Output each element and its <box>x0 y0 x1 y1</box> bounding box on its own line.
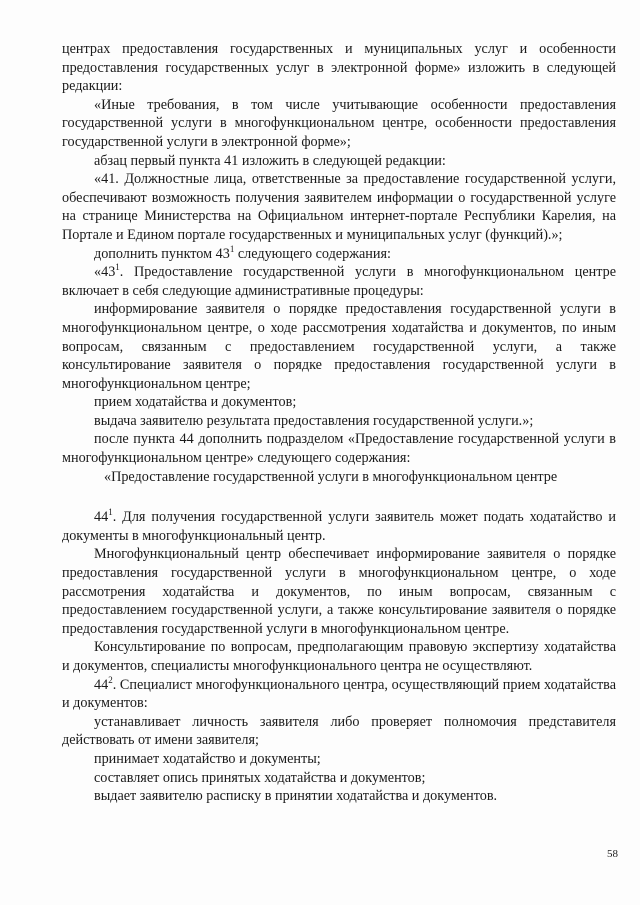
paragraph <box>62 676 616 713</box>
paragraph <box>62 508 616 545</box>
text-run: 44 <box>94 509 109 526</box>
paragraph: Многофункциональный центр обеспечивает информирование заявителя о порядке предоставления государственной услуги в многофункциональном центре, о ходе рассмотрения ходатайства и документов, по иным вопросам, связанным с предоставлением государственной услуги, а также консультирование заявителя о порядке предоставления государственной услуги в многофункциональном центре. <box>62 546 616 637</box>
paragraph: Консультирование по вопросам, предполагающим правовую экспертизу ходатайства и документов, специалисты многофункционального центра не осуществляют. <box>62 639 616 674</box>
page-number: 58 <box>607 848 618 860</box>
paragraph: абзац первый пункта 41 изложить в следующей редакции: <box>94 152 446 169</box>
paragraph: «Иные требования, в том числе учитывающие особенности предоставления государственной услуги в многофункциональном центре, особенности предоставления государственной услуги в электронной форме»; <box>62 96 616 150</box>
paragraph: выдает заявителю расписку в принятии ходатайства и документов. <box>94 788 498 805</box>
paragraph: после пункта 44 дополнить подразделом «Предоставление государственной услуги в многофункциональном центре» следующего содержания: <box>62 431 616 467</box>
paragraph: составляет опись принятых ходатайства и документов; <box>94 769 426 786</box>
paragraph: центрах предоставления государственных и муниципальных услуг и особенности предоставления государственных услуг в электронной форме» изложить в следующей редакции: <box>62 41 616 95</box>
paragraph: устанавливает личность заявителя либо проверяет полномочия представителя действовать от имени заявителя; <box>62 713 616 749</box>
text-run: . Специалист многофункционального центра, осуществляющий прием ходатайства и документов: <box>62 676 616 712</box>
paragraph <box>62 263 616 300</box>
text-run: . Предоставление государственной услуги в многофункциональном центре включает в себя следующие административные процедуры: <box>62 264 616 299</box>
subsection-heading: «Предоставление государственной услуги в многофункциональном центре <box>104 468 558 485</box>
paragraph: принимает ходатайство и документы; <box>94 750 321 767</box>
text-run: . Для получения государственной услуги заявитель может подать ходатайство и документы в многофункциональный центр. <box>62 509 616 544</box>
paragraph <box>62 245 616 264</box>
paragraph: информирование заявителя о порядке предоставления государственной услуги в многофункциональном центре, о ходе рассмотрения ходатайства и документов, по иным вопросам, связанным с предоставлением государственной услуги, а также консультирование заявителя о порядке предоставления государственной услуги в многофункциональном центре; <box>62 301 616 392</box>
text-run: дополнить пунктом 43 <box>94 245 230 262</box>
document-body <box>62 40 616 806</box>
paragraph: «41. Должностные лица, ответственные за предоставление государственной услуги, обеспечивают возможность получения заявителем информации о государственной услуге на странице Министерства на Официальном интернет-портале Республики Карелия, на Портале и Едином портале государственных и муниципальных услуг (функций).»; <box>62 171 616 243</box>
text-run: следующего содержания: <box>234 245 391 262</box>
superscript: 1 <box>229 243 235 254</box>
superscript: 2 <box>108 674 113 685</box>
paragraph: прием ходатайства и документов; <box>94 394 297 411</box>
text-run: «43 <box>94 264 116 281</box>
paragraph: выдача заявителю результата предоставления государственной услуги.»; <box>94 412 534 429</box>
superscript: 1 <box>115 262 120 273</box>
superscript: 1 <box>108 507 113 518</box>
text-run: 44 <box>94 676 109 693</box>
